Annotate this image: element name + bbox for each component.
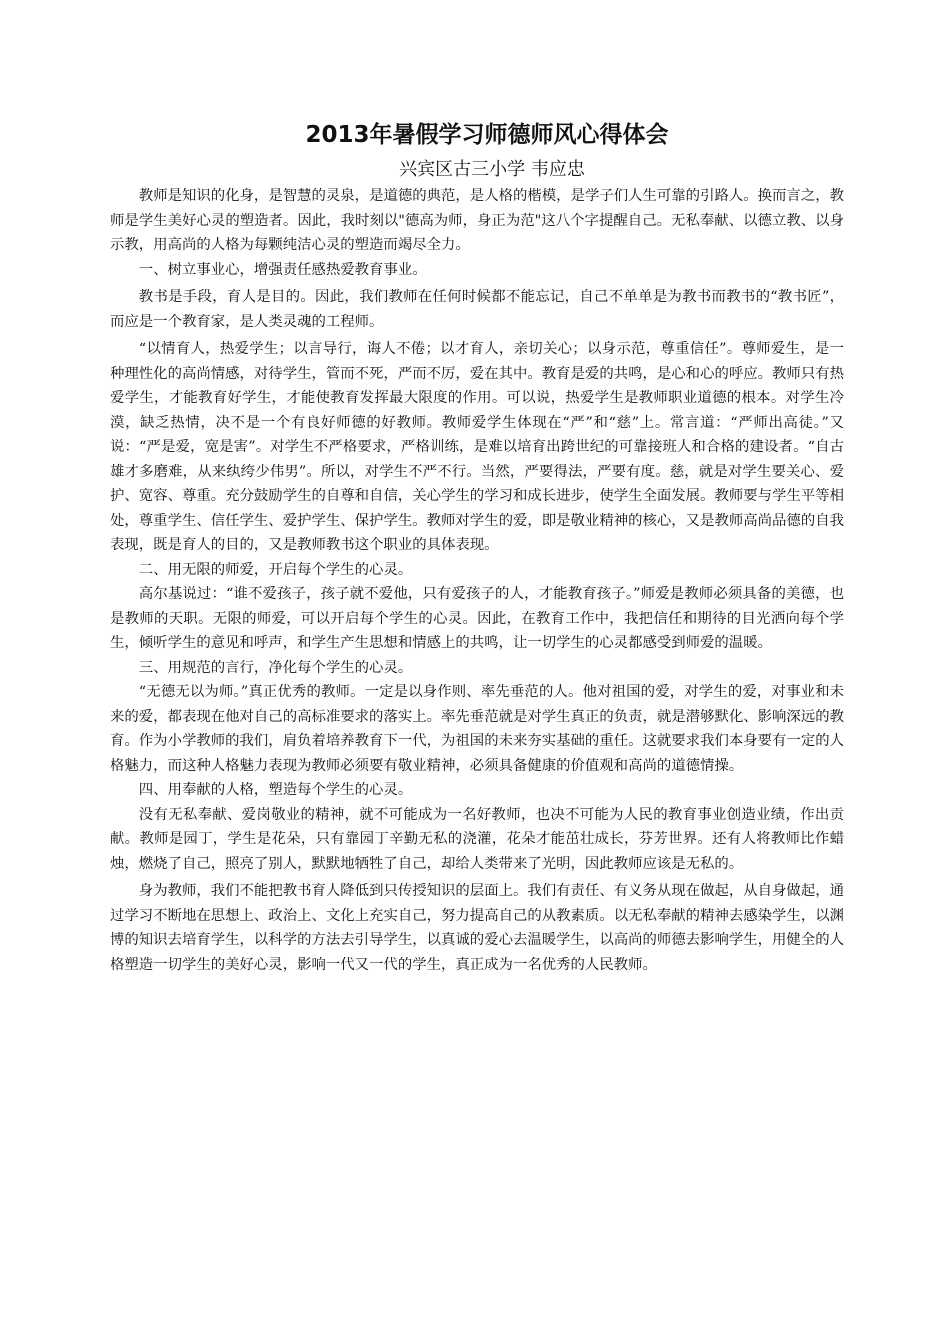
document-author: 兴宾区古三小学 韦应忠 [399,159,585,180]
document-body [110,118,844,977]
paragraph-intro: 教师是知识的化身，是智慧的灵泉，是道德的典范，是人格的楷模，是学子们人生可靠的引路人。换而言之，教师是学生美好心灵的塑造者。因此，我时刻以"德高为师，身正为范"这八个字提醒自己。无私奉献、以德立教、以身示教，用高尚的人格为每颗纯洁心灵的塑造而竭尽全力。 [110,188,844,253]
section-heading-4: 四、用奉献的人格，塑造每个学生的心灵。 [138,782,413,798]
section-heading-1: 一、树立事业心，增强责任感热爱教育事业。 [138,261,427,278]
paragraph-conclusion: 身为教师，我们不能把教书育人降低到只传授知识的层面上。我们有责任、有义务从现在做起，从自身做起，通过学习不断地在思想上、政治上、文化上充实自己，努力提高自己的从教素质。以无私奉献的精神去感染学生，以渊博的知识去培育学生，以科学的方法去引导学生，以真诚的爱心去温暖学生，以高尚的师德去影响学生，用健全的人格塑造一切学生的美好心灵，影响一代又一代的学生，真正成为一名优秀的人民教师。 [110,883,844,973]
document-title: 2013年暑假学习师德师风心得体会 [305,122,669,148]
paragraph: 没有无私奉献、爱岗敬业的精神，就不可能成为一名好教师，也决不可能为人民的教育事业创造业绩，作出贡献。教师是园丁，学生是花朵，只有靠园丁辛勤无私的浇灌，花朵才能茁壮成长，芬芳世界。还有人将教师比作蜡烛，燃烧了自己，照亮了别人，默默地牺牲了自己，却给人类带来了光明，因此教师应该是无私的。 [110,806,844,872]
paragraph: 教书是手段，育人是目的。因此，我们教师在任何时候都不能忘记，自己不单单是为教书而教书的“教书匠”，而应是一个教育家，是人类灵魂的工程师。 [110,289,844,330]
section-heading-3: 三、用规范的言行，净化每个学生的心灵。 [138,659,413,676]
paragraph: “以情育人，热爱学生；以言导行，诲人不倦；以才育人，亲切关心；以身示范，尊重信任”。尊师爱生，是一种理性化的高尚情感，对待学生，管而不死，严而不厉，爱在其中。教育是爱的共鸣，是心和心的呼应。教师只有热爱学生，才能教育好学生，才能使教育发挥最大限度的作用。可以说，热爱学生是教师职业道德的根本。对学生冷漠，缺乏热情，决不是一个有良好师德的好教师。教师爱学生体现在“严”和“慈”上。常言道：“严师出高徒。”又说：“严是爱，宽是害”。对学生不严格要求，严格训练，是难以培育出跨世纪的可靠接班人和合格的建设者。“自古雄才多磨难，从来纨绔少伟男”。所以，对学生不严不行。当然，严要得法，严要有度。慈，就是对学生要关心、爱护、宽容、尊重。充分鼓励学生的自尊和自信，关心学生的学习和成长进步，使学生全面发展。教师要与学生平等相处，尊重学生、信任学生、爱护学生、保护学生。教师对学生的爱，即是敬业精神的核心，又是教师高尚品德的自我表现，既是育人的目的，又是教师教书这个职业的具体表现。 [110,341,844,553]
paragraph: 高尔基说过：“谁不爱孩子，孩子就不爱他，只有爱孩子的人，才能教育孩子。”师爱是教师必须具备的美德，也是教师的天职。无限的师爱，可以开启每个学生的心灵。因此，在教育工作中，我把信任和期待的目光洒向每个学生，倾听学生的意见和呼声，和学生产生思想和情感上的共鸣，让一切学生的心灵都感受到师爱的温暖。 [110,586,844,651]
paragraph: “无德无以为师。”真正优秀的教师。一定是以身作则、率先垂范的人。他对祖国的爱，对学生的爱，对事业和未来的爱，都表现在他对自己的高标准要求的落实上。率先垂范就是对学生真正的负责，就是潜够默化、影响深远的教育。作为小学教师的我们，肩负着培养教育下一代，为祖国的未来夯实基础的重任。这就要求我们本身要有一定的人格魅力，而这种人格魅力表现为教师必须要有敬业精神，必须具备健康的价值观和高尚的道德情操。 [110,684,844,774]
section-heading-2: 二、用无限的师爱，开启每个学生的心灵。 [138,561,413,578]
